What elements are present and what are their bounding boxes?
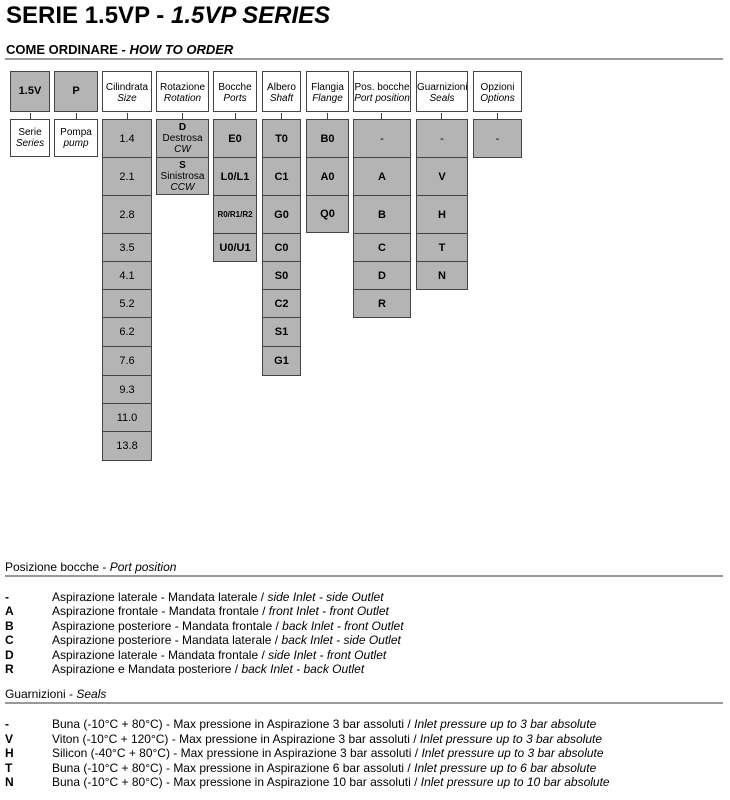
flange-header-it: Flangia xyxy=(311,82,344,93)
port-position-option: - xyxy=(353,119,411,158)
row-code: D xyxy=(5,648,14,662)
ports-header xyxy=(213,71,257,112)
row-code: R xyxy=(5,662,14,676)
seals-option: T xyxy=(416,233,468,262)
port-position-header-it: Pos. bocche xyxy=(354,82,410,93)
pump-code-box xyxy=(54,71,98,112)
row-description xyxy=(52,648,386,662)
ports-header-en: Ports xyxy=(223,93,247,104)
ports-header-it: Bocche xyxy=(218,82,252,93)
seals-option: V xyxy=(416,157,468,196)
row-text-it: Aspirazione laterale - Mandata frontale / xyxy=(52,648,265,662)
series-label-en: Series xyxy=(15,138,45,149)
rotation-code: S xyxy=(179,159,186,171)
row-text-it: Viton (-10°C + 120°C) - Max pressione in Aspirazione 3 bar assoluti / xyxy=(52,732,417,746)
ports-option: R0/R1/R2 xyxy=(213,195,257,234)
rotation-en: CW xyxy=(174,144,191,155)
row-text-en: side Inlet - front Outlet xyxy=(268,648,387,662)
size-option: 7.6 xyxy=(102,346,152,376)
row-text-it: Aspirazione posteriore - Mandata laterale / xyxy=(52,633,279,647)
seals-heading-it: Guarnizioni - xyxy=(5,687,74,701)
row-code: B xyxy=(5,619,14,633)
flange-option: A0 xyxy=(306,157,349,196)
rotation-code: D xyxy=(178,122,187,133)
row-description xyxy=(52,761,596,775)
shaft-option: S0 xyxy=(262,261,301,290)
size-header-en: Size xyxy=(117,93,137,104)
row-code: A xyxy=(5,604,14,618)
row-description xyxy=(52,746,604,760)
seals-header-en: Seals xyxy=(429,93,455,104)
size-option: 2.8 xyxy=(102,195,152,234)
row-code: H xyxy=(5,746,14,760)
row-code: N xyxy=(5,775,14,789)
size-header-it: Cilindrata xyxy=(105,82,149,93)
series-code: 1.5V xyxy=(18,85,42,97)
port-position-option: C xyxy=(353,233,411,262)
shaft-option: C0 xyxy=(262,233,301,262)
row-description xyxy=(52,775,610,789)
row-text-it: Buna (-10°C + 80°C) - Max pressione in Aspirazione 6 bar assoluti / xyxy=(52,761,411,775)
title-english: 1.5VP SERIES xyxy=(170,2,331,29)
shaft-option: G1 xyxy=(262,346,301,376)
seals-header-it: Guarnizioni xyxy=(417,82,468,93)
shaft-option: T0 xyxy=(262,119,301,158)
row-text-en: Inlet pressure up to 6 bar absolute xyxy=(414,761,597,775)
row-description xyxy=(52,619,404,633)
pump-label-en: pump xyxy=(63,138,89,149)
row-text-en: Inlet pressure up to 3 bar absolute xyxy=(414,717,597,731)
row-text-it: Aspirazione e Mandata posteriore / xyxy=(52,662,239,676)
how-to-order-heading xyxy=(6,42,233,57)
shaft-option: G0 xyxy=(262,195,301,234)
size-option: 2.1 xyxy=(102,157,152,196)
size-option: 11.0 xyxy=(102,403,152,432)
row-code: C xyxy=(5,633,14,647)
divider xyxy=(5,702,723,704)
shaft-header xyxy=(262,71,301,112)
series-label-it: Serie xyxy=(18,127,42,138)
size-option: 13.8 xyxy=(102,431,152,461)
row-description xyxy=(52,732,602,746)
options-option: - xyxy=(473,119,522,158)
row-text-it: Buna (-10°C + 80°C) - Max pressione in Aspirazione 10 bar assoluti / xyxy=(52,775,418,789)
pump-label-it: Pompa xyxy=(60,127,92,138)
shaft-header-it: Albero xyxy=(267,82,296,93)
port-position-header xyxy=(353,71,411,112)
ports-option: E0 xyxy=(213,119,257,158)
seals-heading xyxy=(5,687,106,701)
row-text-it: Aspirazione frontale - Mandata frontale / xyxy=(52,604,266,618)
rotation-option-ccw xyxy=(156,157,209,195)
row-description xyxy=(52,604,389,618)
pump-label-box xyxy=(54,119,98,157)
shaft-header-en: Shaft xyxy=(269,93,294,104)
ports-option: L0/L1 xyxy=(213,157,257,196)
how-to-order-english: HOW TO ORDER xyxy=(129,42,234,57)
size-option: 5.2 xyxy=(102,289,152,318)
port-position-option: A xyxy=(353,157,411,196)
rotation-header-it: Rotazione xyxy=(159,82,206,93)
flange-option: Q0 xyxy=(306,195,349,233)
row-text-it: Aspirazione laterale - Mandata laterale / xyxy=(52,590,265,604)
seals-option: N xyxy=(416,261,468,290)
row-text-en: back Inlet - back Outlet xyxy=(241,662,365,676)
divider xyxy=(5,575,723,577)
rotation-option-cw xyxy=(156,119,209,158)
options-header-it: Opzioni xyxy=(480,82,515,93)
page-title xyxy=(6,2,330,30)
series-code-box xyxy=(10,71,50,112)
series-label-box xyxy=(10,119,50,157)
row-code: V xyxy=(5,732,14,746)
ports-option: U0/U1 xyxy=(213,233,257,262)
port-position-option: D xyxy=(353,261,411,290)
port-position-header-en: Port position xyxy=(354,93,410,104)
row-code: T xyxy=(5,761,13,775)
title-italian: SERIE 1.5VP - xyxy=(6,2,165,29)
how-to-order-italian: COME ORDINARE - xyxy=(6,42,126,57)
rotation-it: Sinistrosa xyxy=(160,170,205,182)
seals-option: - xyxy=(416,119,468,158)
size-option: 6.2 xyxy=(102,317,152,347)
row-description xyxy=(52,590,384,604)
rotation-header xyxy=(156,71,209,112)
row-text-en: Inlet pressure up to 3 bar absolute xyxy=(419,732,603,746)
row-text-en: back Inlet - side Outlet xyxy=(281,633,401,647)
size-header xyxy=(102,71,152,112)
row-text-it: Buna (-10°C + 80°C) - Max pressione in Aspirazione 3 bar assoluti / xyxy=(52,717,411,731)
divider xyxy=(5,58,723,60)
size-option: 1.4 xyxy=(102,119,152,158)
port-position-heading xyxy=(5,560,176,574)
shaft-option: C2 xyxy=(262,289,301,318)
row-code: - xyxy=(5,717,9,731)
rotation-en: CCW xyxy=(170,181,195,193)
row-text-en: Inlet pressure up to 10 bar absolute xyxy=(420,775,610,789)
seals-option: H xyxy=(416,195,468,234)
pump-code: P xyxy=(72,85,80,97)
flange-header-en: Flange xyxy=(312,93,343,104)
port-position-option: R xyxy=(353,289,411,318)
flange-option: B0 xyxy=(306,119,349,158)
rotation-header-en: Rotation xyxy=(163,93,202,104)
row-text-it: Aspirazione posteriore - Mandata frontale / xyxy=(52,619,279,633)
row-text-en: front Inlet - front Outlet xyxy=(268,604,389,618)
row-code: - xyxy=(5,590,9,604)
row-description xyxy=(52,717,596,731)
row-description xyxy=(52,662,364,676)
size-option: 4.1 xyxy=(102,261,152,290)
shaft-option: S1 xyxy=(262,317,301,347)
row-text-it: Silicon (-40°C + 80°C) - Max pressione in Aspirazione 3 bar assoluti / xyxy=(52,746,419,760)
rotation-it: Destrosa xyxy=(162,133,203,144)
row-description xyxy=(52,633,401,647)
flange-header xyxy=(306,71,349,112)
size-option: 9.3 xyxy=(102,375,152,404)
options-header xyxy=(473,71,522,112)
shaft-option: C1 xyxy=(262,157,301,196)
size-option: 3.5 xyxy=(102,233,152,262)
seals-heading-en: Seals xyxy=(76,687,107,701)
seals-header xyxy=(416,71,468,112)
port-position-option: B xyxy=(353,195,411,234)
port-position-heading-en: Port position xyxy=(109,560,177,574)
port-position-heading-it: Posizione bocche - xyxy=(5,560,107,574)
row-text-en: Inlet pressure up to 3 bar absolute xyxy=(421,746,604,760)
row-text-en: back Inlet - front Outlet xyxy=(282,619,404,633)
row-text-en: side Inlet - side Outlet xyxy=(267,590,384,604)
options-header-en: Options xyxy=(480,93,515,104)
